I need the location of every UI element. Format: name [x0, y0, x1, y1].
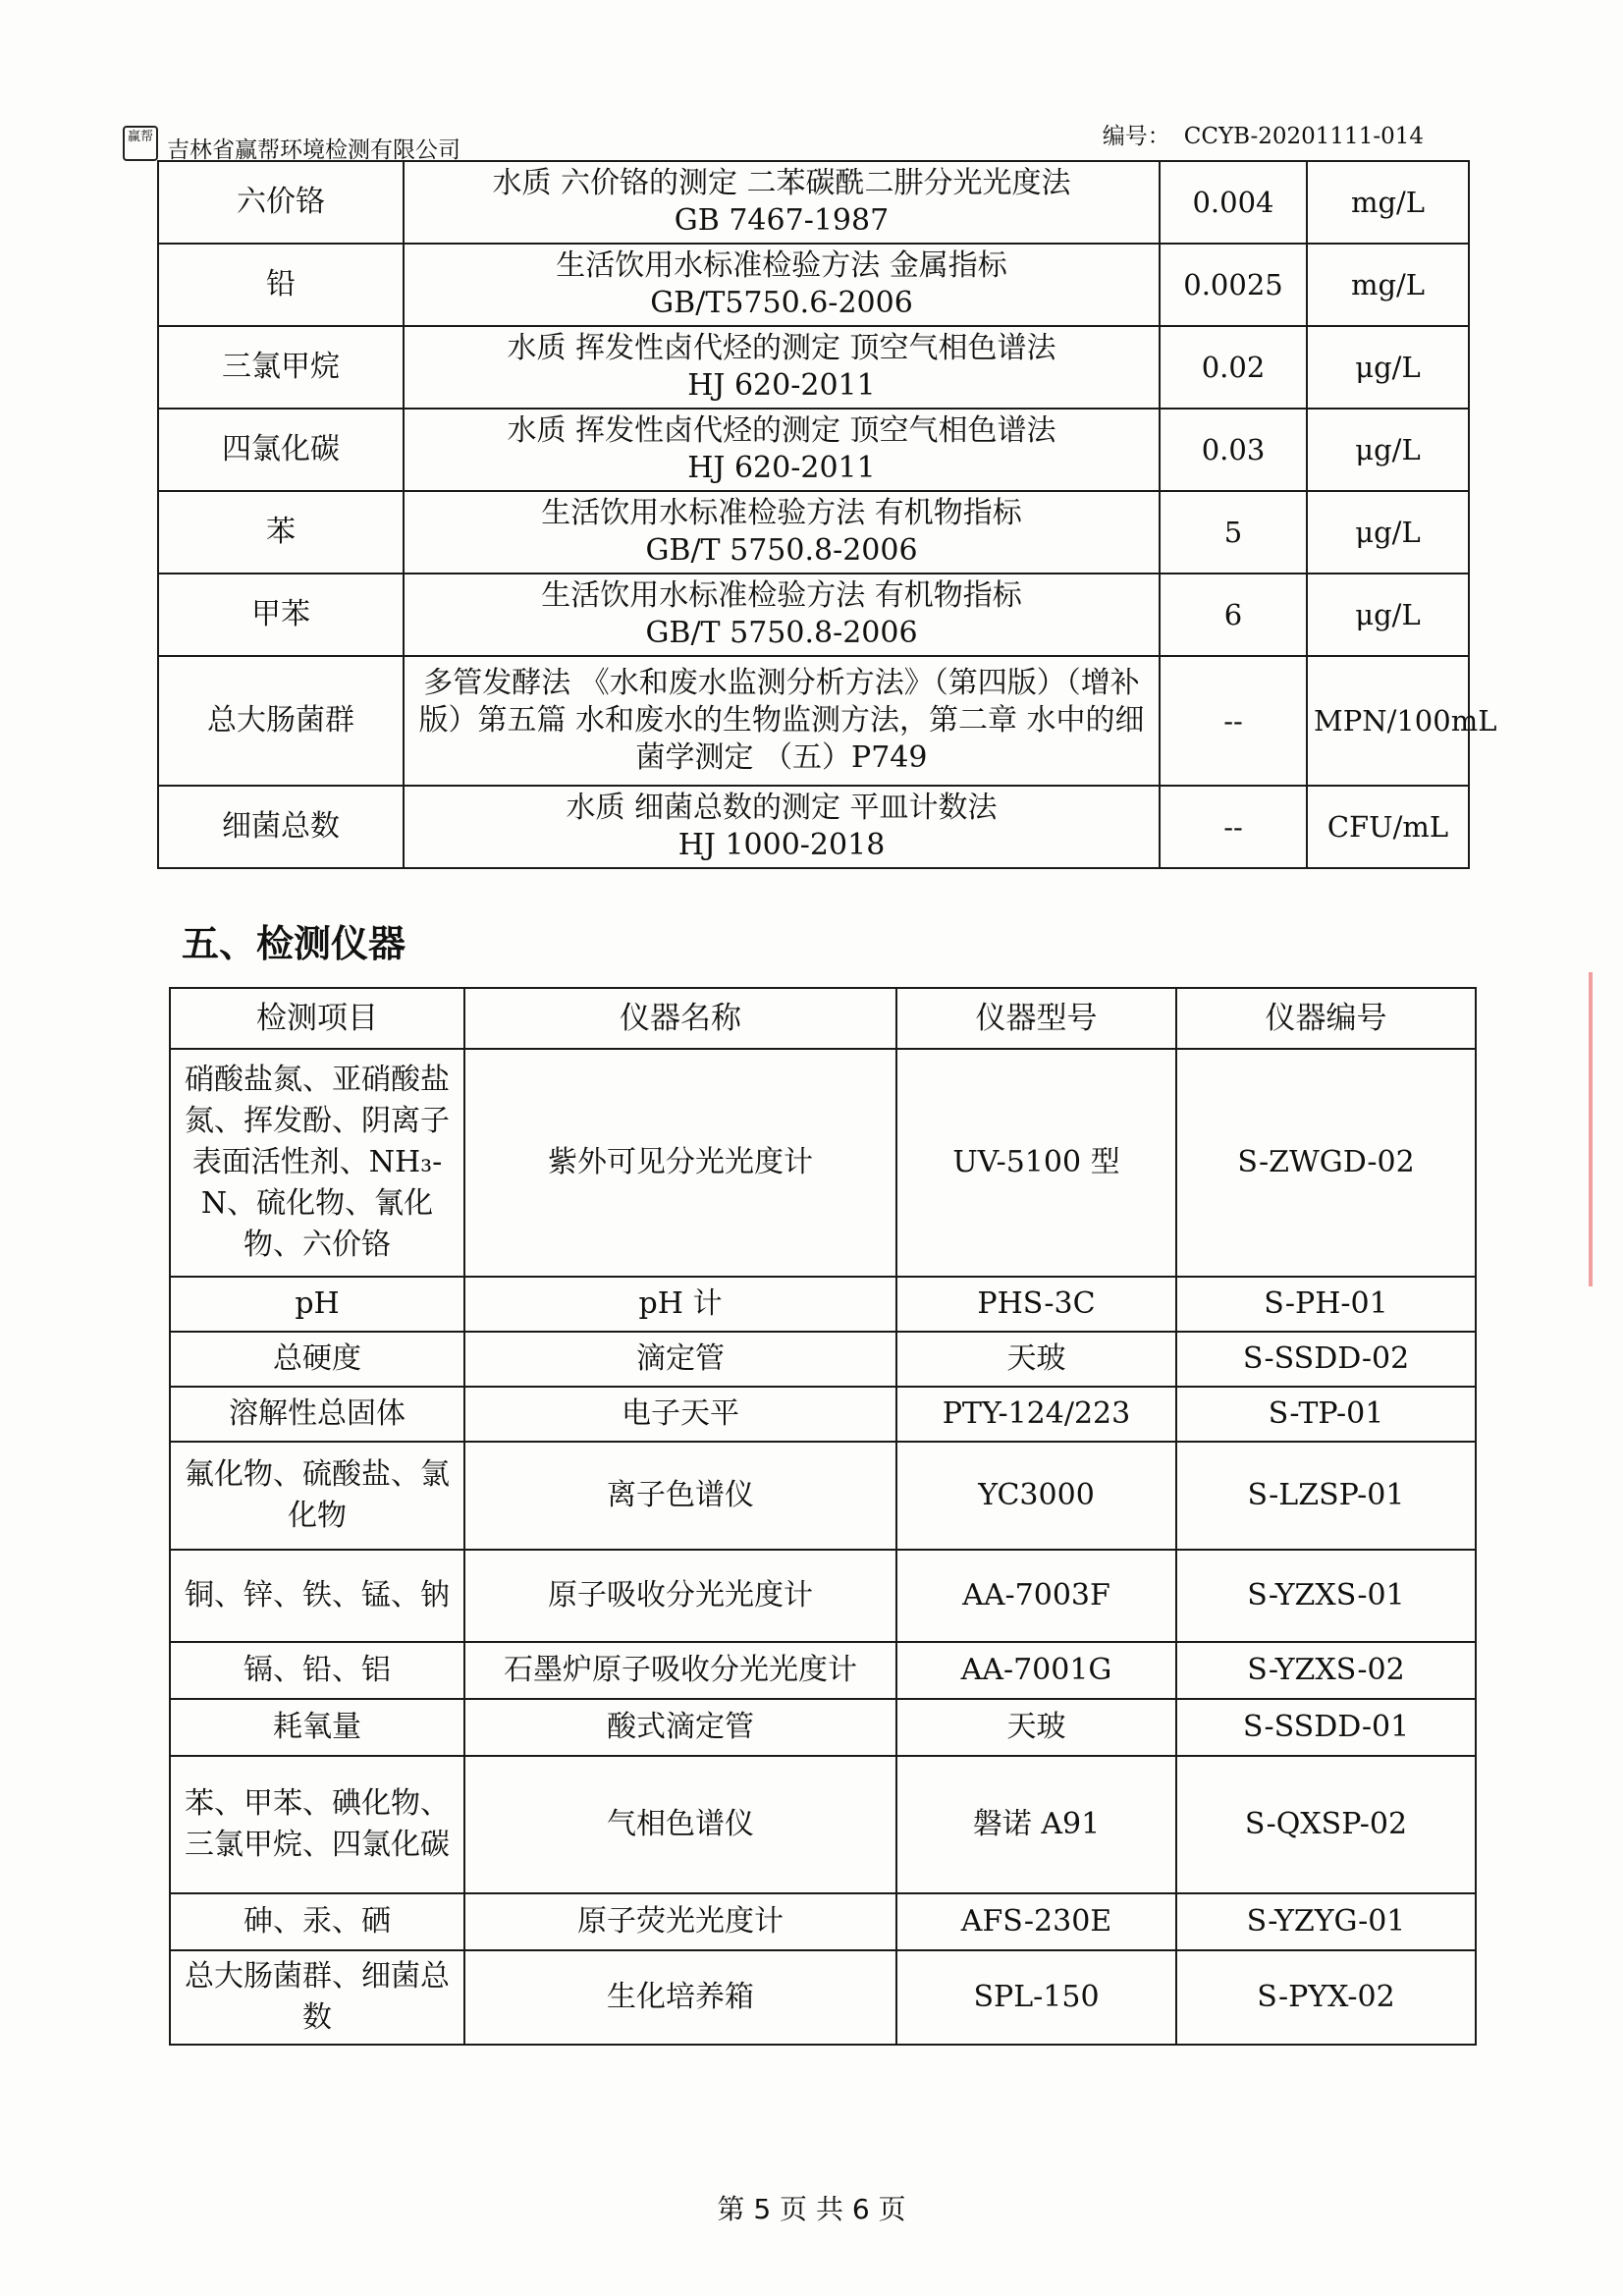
table-row	[170, 1332, 1476, 1387]
method-text: 水质 六价铬的测定 二苯碳酰二肼分光光度法	[492, 166, 1071, 200]
method-standard: GB/T5750.6-2006	[650, 286, 913, 320]
column-header: 仪器型号	[896, 988, 1176, 1049]
document-number	[1103, 118, 1424, 150]
detection-limit: 5	[1160, 491, 1307, 574]
instrument-code: S-YZYG-01	[1176, 1893, 1476, 1950]
instrument-code: S-YZXS-01	[1176, 1550, 1476, 1642]
instrument-code: S-SSDD-02	[1176, 1332, 1476, 1387]
instruments-table	[169, 987, 1477, 2046]
test-item: 苯、甲苯、碘化物、三氯甲烷、四氯化碳	[170, 1756, 464, 1893]
instrument-model: UV-5100 型	[896, 1049, 1176, 1277]
document-number-label: 编号：	[1102, 124, 1170, 149]
instrument-name: 滴定管	[464, 1332, 896, 1387]
red-seal-stamp	[1589, 972, 1623, 1286]
method-cell	[404, 161, 1160, 244]
method-text: 水质 挥发性卤代烃的测定 顶空气相色谱法	[507, 413, 1056, 448]
table-row	[170, 1387, 1476, 1442]
instrument-name: 电子天平	[464, 1387, 896, 1442]
instrument-name: 气相色谱仪	[464, 1756, 896, 1893]
test-item: 细菌总数	[158, 786, 404, 868]
test-item: 硝酸盐氮、亚硝酸盐氮、挥发酚、阴离子表面活性剂、NH₃-N、硫化物、氰化物、六价铬	[170, 1049, 464, 1277]
unit: CFU/mL	[1307, 786, 1469, 868]
method-standard: GB/T 5750.8-2006	[645, 533, 918, 568]
table-row	[170, 1049, 1476, 1277]
test-item: 三氯甲烷	[158, 326, 404, 409]
company-logo: 赢帮	[123, 126, 158, 161]
test-item: 镉、铅、铝	[170, 1642, 464, 1699]
table-row	[170, 1442, 1476, 1550]
table-row	[158, 491, 1469, 574]
test-item: 六价铬	[158, 161, 404, 244]
unit: MPN/100mL	[1307, 656, 1469, 786]
test-item: 甲苯	[158, 574, 404, 656]
table-row	[170, 1642, 1476, 1699]
instrument-name: pH 计	[464, 1277, 896, 1332]
document-number-value: CCYB-20201111-014	[1183, 124, 1424, 149]
detection-limit: 0.0025	[1160, 244, 1307, 326]
table-row	[170, 1950, 1476, 2045]
detection-limit: --	[1160, 656, 1307, 786]
instrument-model: YC3000	[896, 1442, 1176, 1550]
method-cell	[404, 409, 1160, 491]
section-title: 五、检测仪器	[182, 922, 406, 965]
method-cell	[404, 574, 1160, 656]
test-item: 总大肠菌群、细菌总数	[170, 1950, 464, 2045]
method-text: 生活饮用水标准检验方法 有机物指标	[541, 496, 1022, 530]
unit: μg/L	[1307, 491, 1469, 574]
instrument-code: S-TP-01	[1176, 1387, 1476, 1442]
instrument-name: 原子荧光光度计	[464, 1893, 896, 1950]
instrument-code: S-QXSP-02	[1176, 1756, 1476, 1893]
method-text: 水质 细菌总数的测定 平皿计数法	[566, 791, 998, 825]
unit: mg/L	[1307, 244, 1469, 326]
instrument-model: AFS-230E	[896, 1893, 1176, 1950]
instrument-name: 原子吸收分光光度计	[464, 1550, 896, 1642]
table-row	[158, 786, 1469, 868]
test-item: 四氯化碳	[158, 409, 404, 491]
method-standard: GB/T 5750.8-2006	[645, 616, 918, 650]
detection-limit: 0.03	[1160, 409, 1307, 491]
instrument-code: S-SSDD-01	[1176, 1699, 1476, 1756]
instrument-model: SPL-150	[896, 1950, 1176, 2045]
table-row	[158, 409, 1469, 491]
table-row	[158, 161, 1469, 244]
test-item: 溶解性总固体	[170, 1387, 464, 1442]
test-item: 耗氧量	[170, 1699, 464, 1756]
instrument-model: AA-7003F	[896, 1550, 1176, 1642]
method-cell	[404, 326, 1160, 409]
method-cell	[404, 786, 1160, 868]
instrument-code: S-YZXS-02	[1176, 1642, 1476, 1699]
method-standard: HJ 1000-2018	[677, 828, 886, 862]
method-standard: GB 7467-1987	[674, 203, 890, 238]
instrument-model: 磐诺 A91	[896, 1756, 1176, 1893]
method-standard: HJ 620-2011	[687, 451, 876, 485]
methods-table	[157, 160, 1497, 869]
instrument-model: PTY-124/223	[896, 1387, 1176, 1442]
instrument-name: 紫外可见分光光度计	[464, 1049, 896, 1277]
detection-limit: 6	[1160, 574, 1307, 656]
test-item: 总硬度	[170, 1332, 464, 1387]
unit: μg/L	[1307, 574, 1469, 656]
test-item: 铜、锌、铁、锰、钠	[170, 1550, 464, 1642]
instrument-model: 天玻	[896, 1332, 1176, 1387]
method-cell	[404, 244, 1160, 326]
column-header: 仪器名称	[464, 988, 896, 1049]
test-item: 氟化物、硫酸盐、氯化物	[170, 1442, 464, 1550]
instrument-model: 天玻	[896, 1699, 1176, 1756]
instrument-model: AA-7001G	[896, 1642, 1176, 1699]
detection-limit: 0.004	[1160, 161, 1307, 244]
table-row	[158, 574, 1469, 656]
table-row	[170, 1893, 1476, 1950]
method-cell	[404, 656, 1160, 786]
instrument-code: S-PH-01	[1176, 1277, 1476, 1332]
table-row	[158, 244, 1469, 326]
table-row	[170, 1699, 1476, 1756]
table-header-row	[170, 988, 1476, 1049]
unit: μg/L	[1307, 326, 1469, 409]
test-item: 苯	[158, 491, 404, 574]
column-header: 仪器编号	[1176, 988, 1476, 1049]
unit: μg/L	[1307, 409, 1469, 491]
table-row	[158, 656, 1469, 786]
column-header: 检测项目	[170, 988, 464, 1049]
company-name: 吉林省赢帮环境检测有限公司	[167, 137, 460, 163]
instrument-code: S-LZSP-01	[1176, 1442, 1476, 1550]
method-cell	[404, 491, 1160, 574]
test-item: 总大肠菌群	[158, 656, 404, 786]
instrument-model: PHS-3C	[896, 1277, 1176, 1332]
instrument-name: 离子色谱仪	[464, 1442, 896, 1550]
detection-limit: --	[1160, 786, 1307, 868]
detection-limit: 0.02	[1160, 326, 1307, 409]
instrument-name: 生化培养箱	[464, 1950, 896, 2045]
instrument-code: S-PYX-02	[1176, 1950, 1476, 2045]
method-text: 生活饮用水标准检验方法 有机物指标	[541, 578, 1022, 613]
test-item: 砷、汞、硒	[170, 1893, 464, 1950]
instrument-name: 酸式滴定管	[464, 1699, 896, 1756]
test-item: pH	[170, 1277, 464, 1332]
table-row	[170, 1756, 1476, 1893]
table-row	[158, 326, 1469, 409]
method-text: 水质 挥发性卤代烃的测定 顶空气相色谱法	[507, 331, 1056, 365]
page-number: 第 5 页 共 6 页	[717, 2193, 906, 2225]
instrument-code: S-ZWGD-02	[1176, 1049, 1476, 1277]
instrument-name: 石墨炉原子吸收分光光度计	[464, 1642, 896, 1699]
method-standard: HJ 620-2011	[687, 368, 876, 403]
unit: mg/L	[1307, 161, 1469, 244]
method-text: 生活饮用水标准检验方法 金属指标	[556, 248, 1007, 283]
table-row	[170, 1277, 1476, 1332]
test-item: 铅	[158, 244, 404, 326]
table-row	[170, 1550, 1476, 1642]
method-text: 多管发酵法 《水和废水监测分析方法》（第四版）（增补版）第五篇 水和废水的生物监测方法，第二章 水中的细菌学测定 （五）P749	[418, 666, 1145, 775]
